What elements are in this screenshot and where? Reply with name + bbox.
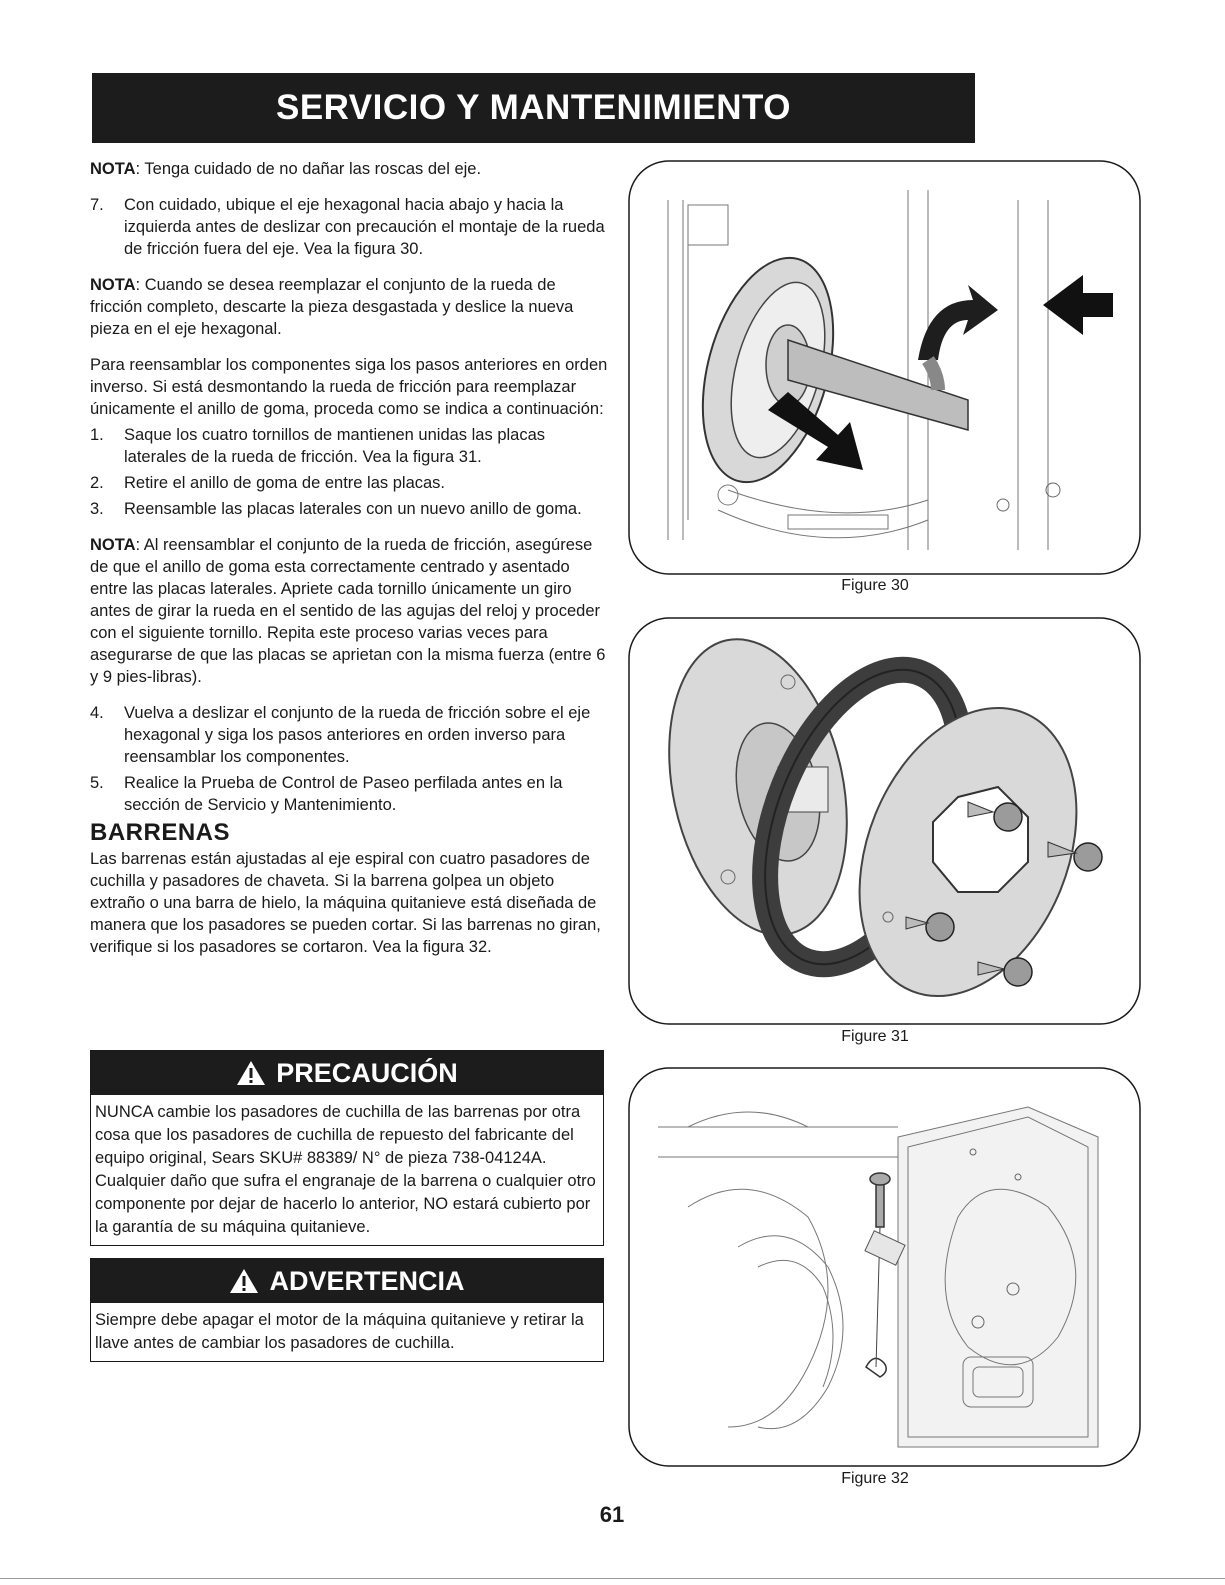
step-7: [90, 194, 610, 260]
list-item: [90, 472, 610, 494]
figure-31-illustration: [628, 617, 1141, 1025]
note-label: NOTA: [90, 276, 136, 294]
step-text: Vuelva a deslizar el conjunto de la rueda de fricción sobre el eje hexagonal y siga los pasos anteriores en orden inverso para reensamblar los componentes.: [124, 704, 591, 766]
figure-32-illustration: [628, 1067, 1141, 1467]
note-label: NOTA: [90, 536, 136, 554]
page-title: SERVICIO Y MANTENIMIENTO: [275, 88, 792, 127]
list-item: [90, 498, 610, 520]
note-text: : Tenga cuidado de no dañar las roscas del eje.: [135, 160, 482, 178]
caution-header: [91, 1051, 603, 1095]
note-label: NOTA: [90, 160, 136, 178]
section-heading-barrenas: BARRENAS: [90, 819, 231, 846]
figure-30: [628, 160, 1141, 575]
step-number: 5.: [90, 774, 104, 792]
step-text: Con cuidado, ubique el eje hexagonal hacia abajo y hacia la izquierda antes de deslizar con precaución el montaje de la rueda de fricción fuera del eje. Vea la figura 30.: [124, 196, 605, 258]
page-bottom-divider: [0, 1578, 1225, 1579]
main-text-column: [90, 158, 610, 972]
step-number: 7.: [90, 196, 104, 214]
list-item: [90, 702, 610, 768]
caution-title: PRECAUCIÓN: [276, 1057, 458, 1088]
figure-32: [628, 1067, 1141, 1467]
reassembly-paragraph: Para reensamblar los componentes siga los pasos anteriores en orden inverso. Si está desmontando la rueda de fricción para reemplazar únicamente el anillo de goma, proceda como se indica a continuación:: [90, 356, 608, 418]
note-paragraph-3: [90, 534, 610, 688]
note-paragraph-1: [90, 158, 610, 180]
page-header-banner: [92, 73, 975, 143]
barrenas-paragraph: Las barrenas están ajustadas al eje espiral con cuatro pasadores de cuchilla y pasadores de chaveta. Si la barrena golpea un objeto extraño o una barra de hielo, la máquina quitanieve está diseñada de manera que los pasadores se pueden cortar. Si las barrenas no giran, verifique si los pasadores se cortaron. Vea la figura 32.: [90, 850, 601, 956]
step-text: Retire el anillo de goma de entre las placas.: [124, 474, 446, 492]
warning-triangle-icon: [236, 1060, 266, 1086]
list-item: [90, 424, 610, 468]
step-number: 2.: [90, 474, 104, 492]
figure-31: [628, 617, 1141, 1025]
warning-box: [90, 1258, 604, 1362]
caution-body: NUNCA cambie los pasadores de cuchilla de las barrenas por otra cosa que los pasadores de cuchilla de repuesto del fabricante del equipo original, Sears SKU# 88389/ N° de pieza 738-04124A. Cualquier daño que sufra el engranaje de la barrena o cualquier otro componente por dejar de hacerlo lo anterior, NO estará cubierto por la garantía de su máquina quitanieve.: [95, 1103, 596, 1236]
step-text: Reensamble las placas laterales con un nuevo anillo de goma.: [124, 500, 582, 518]
warning-triangle-icon: [229, 1268, 259, 1294]
step-number: 4.: [90, 704, 104, 722]
note-text: : Cuando se desea reemplazar el conjunto de la rueda de fricción completo, descarte la pieza desgastada y deslice la nueva pieza en el eje hexagonal.: [90, 276, 574, 338]
list-item: [90, 772, 610, 816]
warning-body: Siempre debe apagar el motor de la máquina quitanieve y retirar la llave antes de cambiar los pasadores de cuchilla.: [95, 1311, 584, 1352]
step-number: 3.: [90, 500, 104, 518]
note-text: : Al reensamblar el conjunto de la rueda de fricción, asegúrese de que el anillo de goma esta correctamente centrado y asentado entre las placas laterales. Apriete cada tornillo únicamente un giro antes de girar la rueda en el sentido de las agujas del reloj y proceder con el siguiente tornillo. Repita este proceso varias veces para asegurarse de que las placas se aprietan con la misma fuerza (entre 6 y 9 pies-libras).: [90, 536, 606, 686]
figure-30-illustration: [628, 160, 1141, 575]
step-number: 1.: [90, 426, 104, 444]
figure-30-caption: Figure 30: [841, 577, 909, 594]
warning-header: [91, 1259, 603, 1303]
figure-32-caption: Figure 32: [841, 1470, 909, 1487]
warning-title: ADVERTENCIA: [269, 1265, 465, 1296]
caution-box: [90, 1050, 604, 1246]
step-text: Realice la Prueba de Control de Paseo perfilada antes en la sección de Servicio y Mantenimiento.: [124, 774, 563, 814]
figure-31-caption: Figure 31: [841, 1028, 909, 1045]
note-paragraph-2: [90, 274, 610, 340]
page-number: 61: [599, 1502, 625, 1527]
step-text: Saque los cuatro tornillos de mantienen unidas las placas laterales de la rueda de fricción. Vea la figura 31.: [124, 426, 546, 466]
